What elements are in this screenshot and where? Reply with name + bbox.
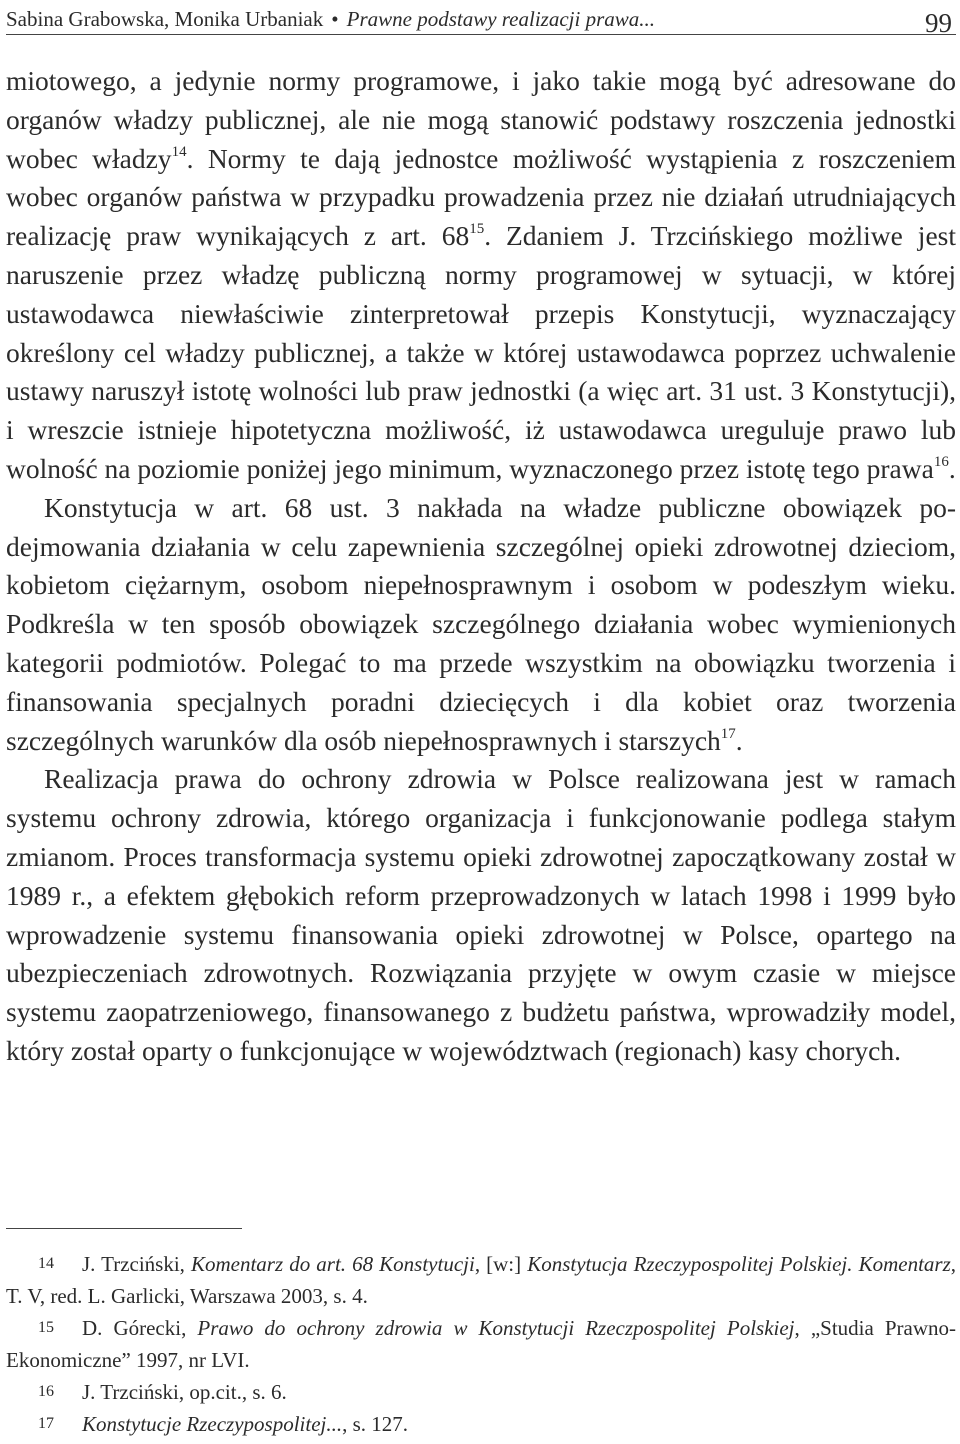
footnotes	[6, 1248, 956, 1440]
footnote-number: 15	[38, 1319, 54, 1336]
header-authors: Sabina Grabowska, Monika Urbaniak	[6, 7, 324, 31]
paragraph-1	[6, 62, 956, 489]
footnote-number: 14	[38, 1255, 54, 1272]
body-text	[6, 62, 956, 1071]
footnote-ref-15: 15	[469, 221, 485, 238]
paragraph-2	[6, 489, 956, 761]
footnote-16: 16 J. Trzciński, op.cit., s. 6.	[6, 1376, 956, 1408]
header-line	[6, 6, 655, 32]
footnote-14: 14 J. Trzciński, Komentarz do art. 68 Konstytucji, [w:] Konstytucja Rzeczypospolitej Polskiej. Komentarz, T. V, red. L. Garlicki, Warszawa 2003, s. 4.	[6, 1248, 956, 1312]
footnote-number: 16	[38, 1383, 54, 1400]
text-run: . Zdaniem J. Trzcińskiego możliwe jest naruszenie przez władzę publiczną normy programowej w sytuacji, w której ustawodawca niewłaściwie zinterpretował przepis Konstytucji, wyznaczający określony cel władzy publicznej, a także w której ustawodawca poprzez uchwalenie ustawy naruszył istotę wolności lub praw jednostki (a więc art. 31 ust. 3 Konstytucji), i wreszcie istnieje hipotetyczna możliwość, iż ustawodawca ureguluje prawo lub wolność na poziomie poniżej jego minimum, wyznaczonego przez istotę tego prawa	[6, 220, 956, 484]
header-title: Prawne podstawy realizacji prawa...	[346, 7, 656, 31]
footnote-15: 15 D. Górecki, Prawo do ochrony zdrowia w Konstytucji Rzeczpospolitej Polskiej, „Studia Prawno-Ekonomiczne” 1997, nr LVI.	[6, 1312, 956, 1376]
footnote-ref-17: 17	[720, 725, 736, 742]
paragraph-3: Realizacja prawa do ochrony zdrowia w Polsce realizowana jest w ramach systemu ochrony zdrowia, którego organizacja i funkcjonowanie podlega stałym zmianom. Proces transformacja systemu opieki zdrowotnej zapoczątkowany został w 1989 r., a efektem głębokich reform przeprowadzonych w latach 1998 i 1999 było wprowadzenie systemu finansowania opieki zdrowotnej w Polsce, opartego na ubezpieczeniach zdrowotnych. Rozwiązania przyjęte w owym czasie w miejsce systemu zaopatrzeniowego, finansowanego z budżetu państwa, wprowadziły model, który został oparty o funkcjonujące w województwach (regionach) kasy chorych.	[6, 763, 956, 1066]
footnote-ref-14: 14	[171, 143, 187, 160]
header-bullet: •	[331, 7, 339, 31]
footnote-separator	[6, 1228, 242, 1229]
text-run: Konstytucja w art. 68 ust. 3 nakłada na władze publiczne obowiązek podejmowania działania w celu zapewnienia szczególnej opieki zdrowotnej dzieciom, kobietom ciężarnym, osobom niepełnosprawnym i osobom w podeszłym wieku. Podkreśla w ten sposób obowiązek szczególnego działania wobec wymienionych kategorii podmiotów. Polegać to ma przede wszystkim na obowiązku tworzenia i finansowania specjalnych poradni dziecięcych i dla kobiet oraz tworzenia szczególnych warunków dla osób niepełnosprawnych i starszych	[6, 491, 956, 756]
text-run: miotowego, a jedynie normy programowe, i jako takie mogą być adresowane do organów władzy publicznej, ale nie mogą stanowić podstawy roszczenia jednostki wobec władzy	[6, 65, 956, 174]
footnote-ref-16: 16	[933, 453, 949, 470]
text-run: .	[948, 452, 956, 484]
text-run: .	[735, 724, 743, 756]
footnote-number: 17	[38, 1415, 54, 1432]
running-header	[6, 4, 956, 38]
footnote-17: 17 Konstytucje Rzeczypospolitej..., s. 127.	[6, 1408, 956, 1440]
page-number: 99	[925, 8, 952, 38]
text-run: . Normy te dają jednostce możliwość wystąpienia z roszczeniem wobec organów państwa w przypadku prowadzenia przez nie działań utrudniających realizację praw wynikających z art. 68	[6, 142, 956, 252]
